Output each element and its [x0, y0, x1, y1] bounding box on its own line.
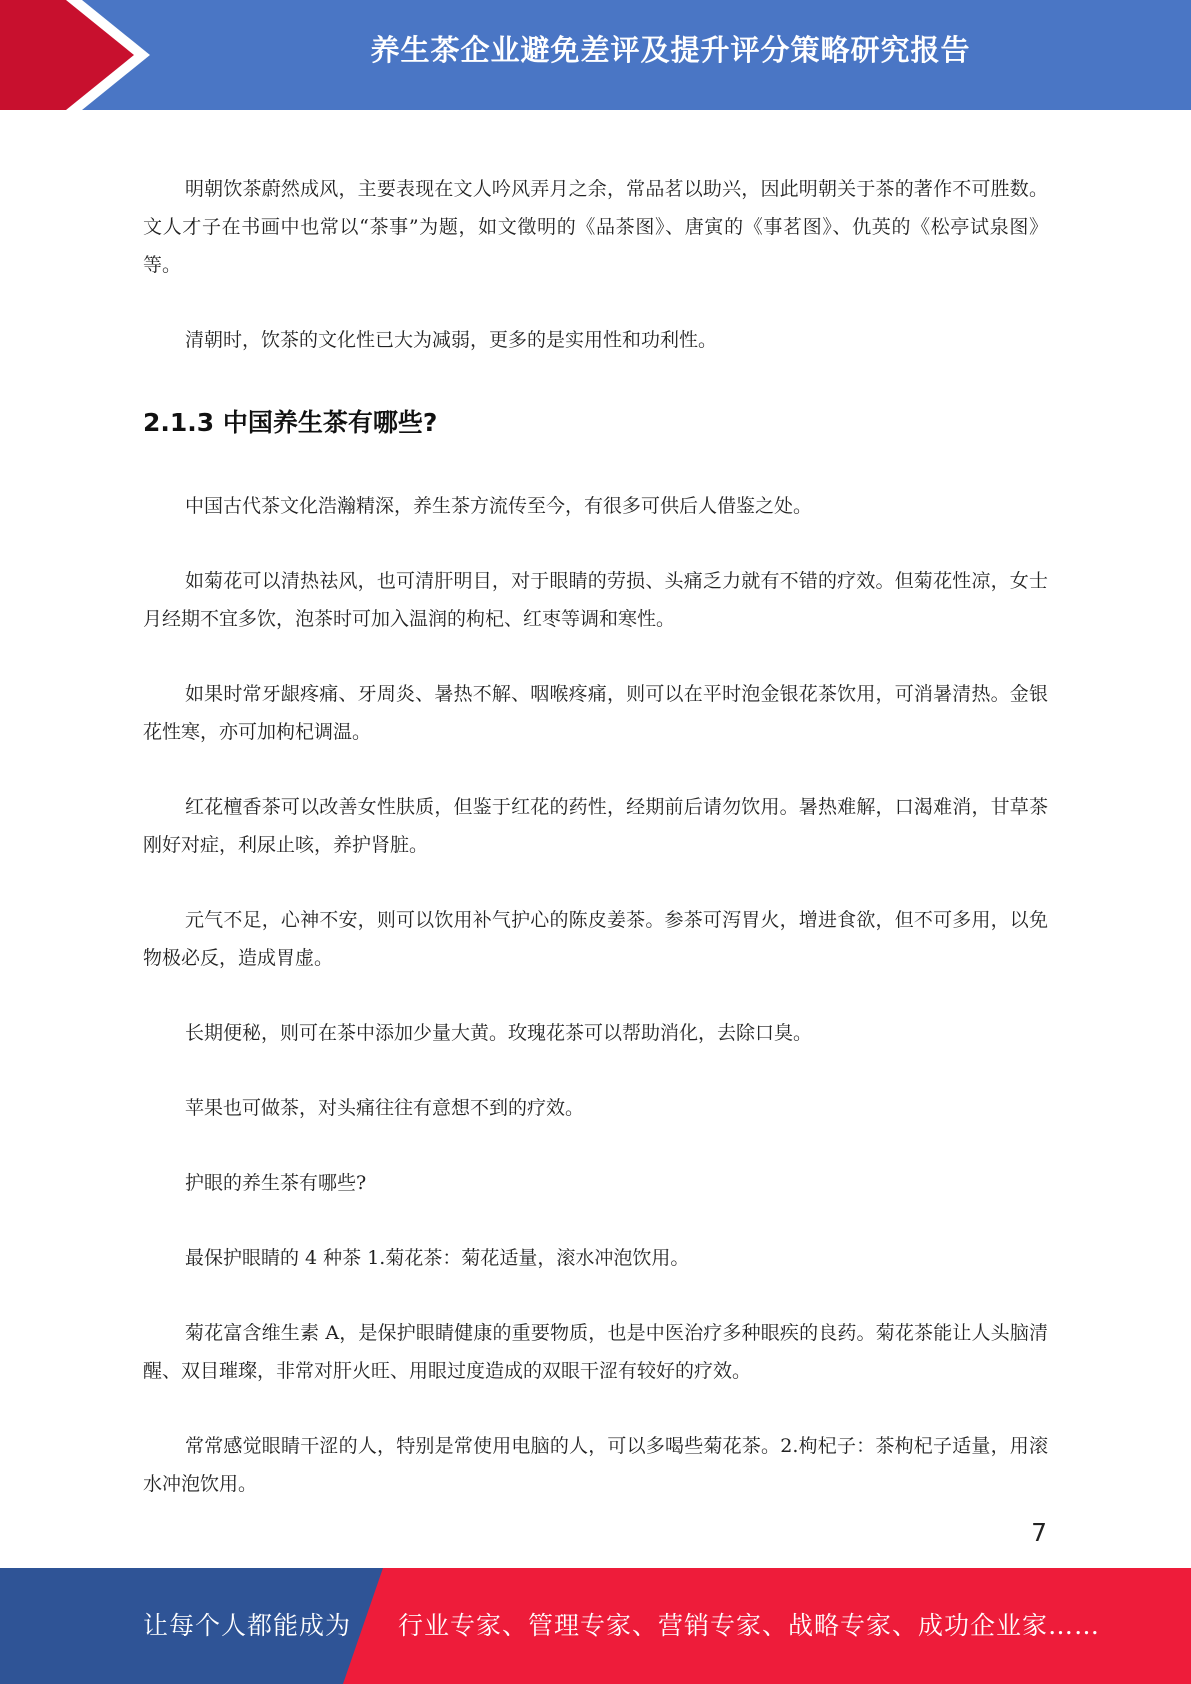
paragraph-qi: 元气不足，心神不安，则可以饮用补气护心的陈皮姜茶。参茶可泻胃火，增进食欲，但不可多用，以免物极必反，造成胃虚。	[143, 909, 1048, 969]
page-content	[143, 170, 1048, 1540]
paragraph-qing-dynasty: 清朝时，饮茶的文化性已大为减弱，更多的是实用性和功利性。	[185, 329, 718, 351]
footer-slogan-right: 行业专家、管理专家、营销专家、战略专家、成功企业家……	[398, 1611, 1101, 1640]
paragraph-safflower: 红花檀香茶可以改善女性肤质，但鉴于红花的药性，经期前后请勿饮用。暑热难解，口渴难消，甘草茶刚好对症，利尿止咳，养护肾脏。	[143, 796, 1048, 856]
section-heading: 2.1.3 中国养生茶有哪些?	[143, 408, 438, 437]
paragraph-eye-question: 护眼的养生茶有哪些?	[185, 1172, 367, 1194]
page-footer	[0, 1568, 1191, 1684]
page-header	[0, 0, 1191, 110]
paragraph-computer-users: 常常感觉眼睛干涩的人，特别是常使用电脑的人，可以多喝些菊花茶。2.枸杞子：茶枸杞子适量，用滚水冲泡饮用。	[143, 1435, 1048, 1495]
paragraph-chrysanthemum: 如菊花可以清热祛风，也可清肝明目，对于眼睛的劳损、头痛乏力就有不错的疗效。但菊花性凉，女士月经期不宜多饮，泡茶时可加入温润的枸杞、红枣等调和寒性。	[143, 570, 1048, 630]
paragraph-four-teas: 最保护眼睛的 4 种茶 1.菊花茶：菊花适量，滚水冲泡饮用。	[185, 1247, 690, 1269]
page-number: 7	[1031, 1518, 1047, 1547]
paragraph-honeysuckle: 如果时常牙龈疼痛、牙周炎、暑热不解、咽喉疼痛，则可以在平时泡金银花茶饮用，可消暑清热。金银花性寒，亦可加枸杞调温。	[143, 683, 1048, 743]
paragraph-apple: 苹果也可做茶，对头痛往往有意想不到的疗效。	[185, 1097, 585, 1119]
paragraph-ming-dynasty: 明朝饮茶蔚然成风，主要表现在文人吟风弄月之余，常品茗以助兴，因此明朝关于茶的著作不可胜数。文人才子在书画中也常以“茶事”为题，如文徵明的《品茶图》、唐寅的《事茗图》、仇英的《松亭试泉图》等。	[143, 178, 1048, 276]
paragraph-ancient-culture: 中国古代茶文化浩瀚精深，养生茶方流传至今，有很多可供后人借鉴之处。	[185, 495, 813, 517]
paragraph-constipation: 长期便秘，则可在茶中添加少量大黄。玫瑰花茶可以帮助消化，去除口臭。	[185, 1022, 813, 1044]
paragraph-vitamin-a: 菊花富含维生素 A，是保护眼睛健康的重要物质，也是中医治疗多种眼疾的良药。菊花茶能让人头脑清醒、双目璀璨，非常对肝火旺、用眼过度造成的双眼干涩有较好的疗效。	[143, 1322, 1048, 1382]
report-title: 养生茶企业避免差评及提升评分策略研究报告	[370, 33, 971, 67]
footer-slogan-left: 让每个人都能成为	[143, 1611, 352, 1640]
